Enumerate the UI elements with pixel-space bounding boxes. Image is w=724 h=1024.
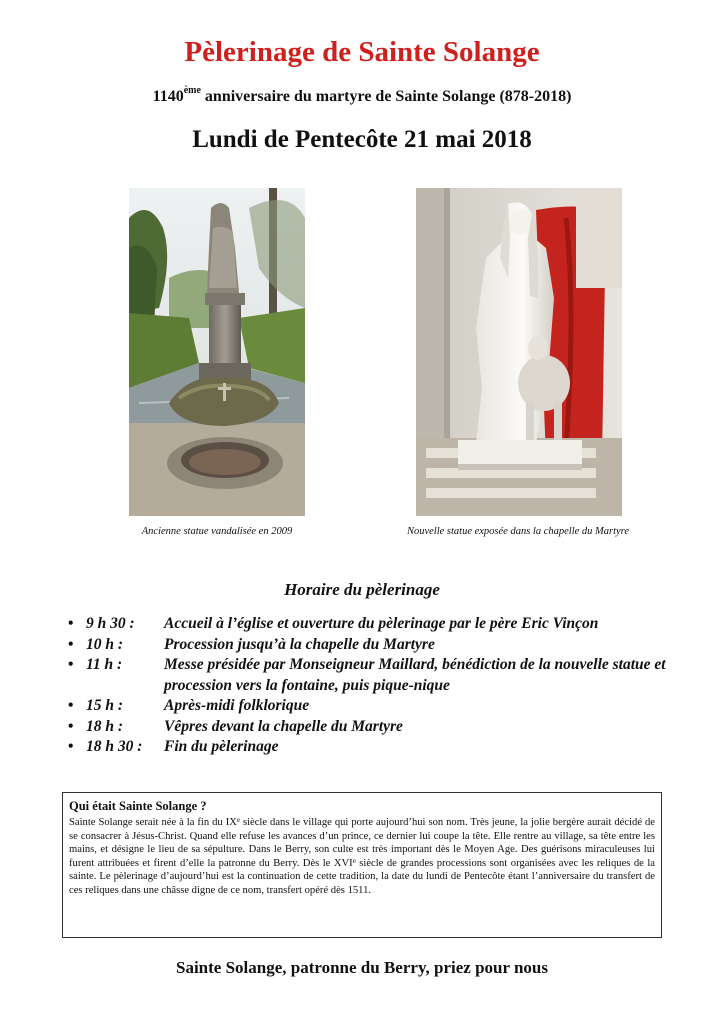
event-date: Lundi de Pentecôte 21 mai 2018 <box>192 126 532 153</box>
schedule-item <box>68 696 668 717</box>
schedule-text: Après-midi folklorique <box>164 697 310 714</box>
biography-part-2: siècle dans le village qui porte aujourd’hui son nom. Très jeune, la jolie bergère aurait décidé de se consacrer à Jésus-Christ. Quand elle refuse les avances d’un prince, ce dernier lui coupe la tête. Elle rentre au village, sa tête entre les mains, et désigne le lieu de sa sépulture. Dans le Berry, son culte est très important dès le Moyen Age. Des guérisons miraculeuses lui furent attribuées et firent d’elle la patronne du Berry. Dès le XVI <box>69 817 655 869</box>
biography-heading: Qui était Sainte Solange ? <box>69 799 207 813</box>
old-statue-photo <box>129 188 305 516</box>
schedule-time: 10 h : <box>86 635 124 653</box>
schedule-time: 15 h : <box>86 697 124 714</box>
biography-text <box>69 816 655 898</box>
anniversary-subtitle <box>0 85 724 106</box>
bullet-icon: • <box>68 615 74 632</box>
anniversary-text: anniversaire du martyre de Sainte Solange (878-2018) <box>200 88 572 105</box>
anniversary-number: 1140 <box>152 88 184 105</box>
new-statue-caption: Nouvelle statue exposée dans la chapelle du Martyre <box>406 526 630 537</box>
bullet-icon: • <box>68 656 74 673</box>
old-statue-caption: Ancienne statue vandalisée en 2009 <box>141 526 293 537</box>
schedule-text: Procession jusqu’à la chapelle du Martyre <box>164 635 435 653</box>
biography-part-3: siècle de grandes processions sont organisées avec les reliques de la sainte. Le pèlerinage d’aujourd’hui est la continuation de cette tradition, la date du lundi de Pentecôte étant l’anniversaire du transfert de ces reliques dans une châsse digne de ce nom, transfert opéré dès 1511. <box>69 857 655 896</box>
schedule-time: 11 h : <box>86 656 123 673</box>
schedule-text: Fin du pèlerinage <box>164 738 279 755</box>
schedule-item <box>68 655 668 696</box>
schedule-text: Vêpres devant la chapelle du Martyre <box>164 717 403 735</box>
schedule-text: Accueil à l’église et ouverture du pèlerinage par le père Eric Vinçon <box>164 615 599 632</box>
schedule-item <box>68 635 668 656</box>
bullet-icon: • <box>68 738 74 755</box>
bullet-icon: • <box>68 717 74 735</box>
schedule-text: Messe présidée par Monseigneur Maillard, bénédiction de la nouvelle statue et procession vers la fontaine, puis pique-nique <box>164 656 666 694</box>
schedule-title: Horaire du pèlerinage <box>284 580 440 599</box>
schedule-time: 18 h 30 : <box>86 738 143 755</box>
bullet-icon: • <box>68 697 74 714</box>
schedule-item <box>68 717 668 738</box>
bullet-icon: • <box>68 635 74 653</box>
biography-box <box>62 792 662 938</box>
biography-part-1: Sainte Solange serait née à la fin du IX <box>69 817 237 828</box>
page-title: Pèlerinage de Sainte Solange <box>184 36 540 68</box>
century-superscript: e <box>352 856 356 865</box>
century-superscript: e <box>236 816 240 824</box>
schedule-list <box>68 614 668 758</box>
closing-prayer: Sainte Solange, patronne du Berry, priez pour nous <box>175 958 548 977</box>
schedule-time: 18 h : <box>86 717 124 735</box>
schedule-time: 9 h 30 : <box>86 615 135 632</box>
schedule-item <box>68 614 668 635</box>
schedule-item <box>68 737 668 758</box>
new-statue-photo <box>416 188 622 516</box>
anniversary-superscript: ème <box>183 85 201 96</box>
